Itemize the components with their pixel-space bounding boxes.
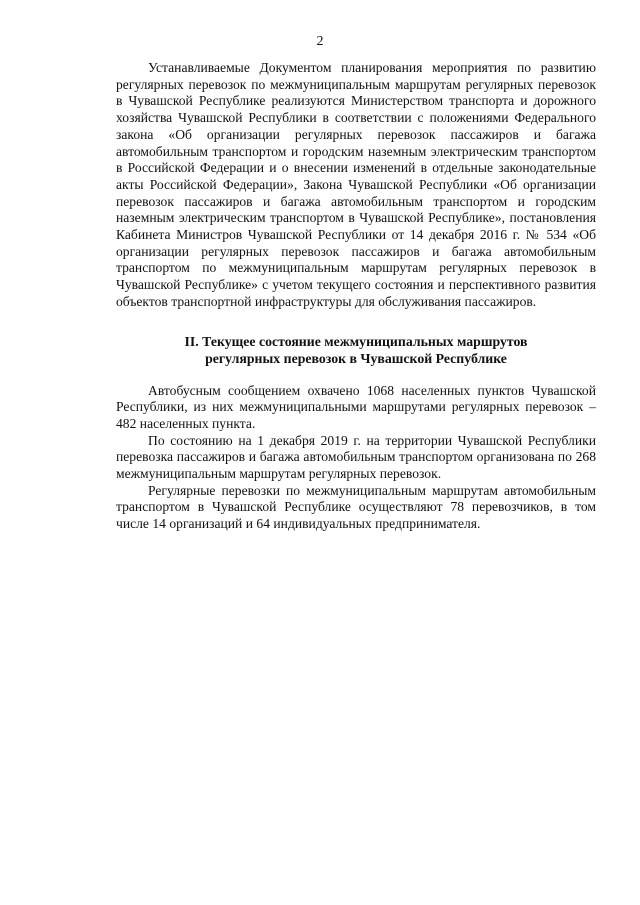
- intro-paragraph: Устанавливаемые Документом планирования мероприятия по развитию регулярных перевозок по межмуниципальным маршрутам регулярных перевозок в Чувашской Республике реализуются Министерством транспорта и дорожного хозяйства Чувашской Республики в соответствии с положениями Федерального закона «Об организации регулярных перевозок пассажиров и багажа автомобильным транспортом и городским наземным электрическим транспортом в Российской Федерации и о внесении изменений в отдельные законодательные акты Российской Федерации», Закона Чувашской Республики «Об организации перевозок пассажиров и багажа автомобильным транспортом и городским наземным электрическим транспортом в Чувашской Республике», постановления Кабинета Министров Чувашской Республики от 14 декабря 2016 г. № 534 «Об организации регулярных перевозок пассажиров и багажа автомобильным транспортом по межмуниципальным маршрутам регулярных перевозок в Чувашской Республике» с учетом текущего состояния и перспективного развития объектов транспортной инфраструктуры для обслуживания пассажиров.: [116, 60, 596, 309]
- section-heading-line-2: регулярных перевозок в Чувашской Республике: [205, 350, 507, 366]
- section-heading-line-1: II. Текущее состояние межмуниципальных маршрутов: [184, 333, 528, 349]
- paragraph-settlements: Автобусным сообщением охвачено 1068 населенных пунктов Чувашской Республики, из них межмуниципальными маршрутами регулярных перевозок – 482 населенных пункта.: [116, 382, 596, 431]
- page-number: 2: [316, 34, 324, 49]
- paragraph-carriers: Регулярные перевозки по межмуниципальным маршрутам автомобильным транспортом в Чувашской Республике осуществляют 78 перевозчиков, в том числе 14 организаций и 64 индивидуальных предпринимателя.: [116, 482, 596, 532]
- document-body: [116, 60, 596, 533]
- section-heading: [116, 333, 596, 367]
- paragraph-routes: По состоянию на 1 декабря 2019 г. на территории Чувашской Республики перевозка пассажиров и багажа автомобильным транспортом организована по 268 межмуниципальным маршрутам регулярных перевозок.: [116, 432, 596, 482]
